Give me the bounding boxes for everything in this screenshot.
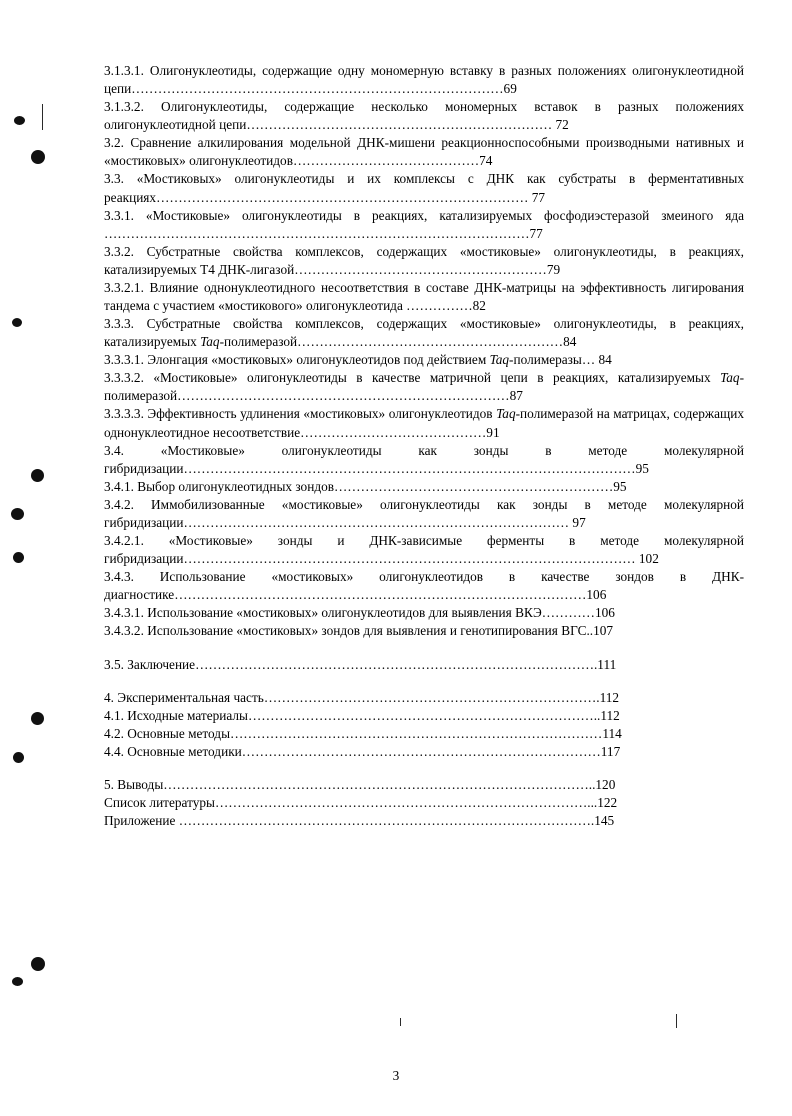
toc-entry[interactable] [104,442,744,478]
toc-entry-text: 4.1. Исходные материалы……………………………………………………………………..112 [104,707,620,723]
toc-entry-text: 3.3.3. Субстратные свойства комплексов, содержащих «мостиковые» олигонуклеотиды, в реакциях, катализируемых Taq-полимеразой……………………………………………………84 [104,316,744,350]
toc-entry[interactable] [104,478,744,496]
scan-blot [31,712,44,725]
scan-tick [400,1018,401,1026]
toc-entry-text: Список литературы…………………………………………………………………………...122 [104,794,618,810]
toc-entry[interactable] [104,369,744,405]
toc-entry[interactable] [104,243,744,279]
scan-blot [13,752,24,763]
toc-entry-text: 3.3.3.2. «Мостиковые» олигонуклеотиды в качестве матричной цепи в реакциях, катализируемых Taq-полимеразой…………………………………………………………………87 [104,370,744,404]
toc-entry[interactable] [104,743,744,761]
toc-entry[interactable] [104,794,744,812]
toc-entry[interactable] [104,170,744,206]
toc-entry[interactable] [104,98,744,134]
toc-entry[interactable] [104,725,744,743]
toc-entry[interactable] [104,604,744,622]
toc-entry-text: 4.4. Основные методики………………………………………………………………………117 [104,743,621,759]
toc-entry[interactable] [104,689,744,707]
scan-blot [31,469,44,482]
toc-entry-text: 3.2. Сравнение алкилирования модельной ДНК-мишени реакционноспособными производными нативных и «мостиковых» олигонуклеотидов……………………………………74 [104,135,744,169]
toc-entry-text: 3.3.3.1. Элонгация «мостиковых» олигонуклеотидов под действием Taq-полимеразы… 84 [104,352,612,368]
toc-entry-text: 3.4. «Мостиковые» олигонуклеотиды как зонды в методе молекулярной гибридизации…………………………………………………………………………………………95 [104,442,744,476]
toc-entry-text: 3.1.3.1. Олигонуклеотиды, содержащие одну мономерную вставку в разных положениях олигонуклеотидной цепи…………………………………………………………………………69 [104,63,744,97]
scan-blot [13,552,24,563]
scan-tick [42,104,43,130]
toc-entry[interactable] [104,279,744,315]
toc-entry[interactable] [104,134,744,170]
toc-entry-text: 3.1.3.2. Олигонуклеотиды, содержащие несколько мономерных вставок в разных положениях олигонуклеотидной цепи…………………………………………………………… 72 [104,99,744,133]
toc-entry[interactable] [104,812,744,830]
toc-entry-text: 4.2. Основные методы…………………………………………………………………………114 [104,725,622,741]
toc-entry[interactable] [104,62,744,98]
toc-entry-text: 3.4.3.2. Использование «мостиковых» зондов для выявления и генотипирования ВГС..107 [104,623,614,639]
toc-entry-text: 3.3.3.3. Эффективность удлинения «мостиковых» олигонуклеотидов Taq-полимеразой на матрицах, содержащих однонуклеотидное несоответствие……………………………………91 [104,406,744,440]
scan-blot [31,957,45,971]
table-of-contents [104,62,744,830]
toc-entry-text: 3.3.1. «Мостиковые» олигонуклеотиды в реакциях, катализируемых фосфодиэстеразой змеиного яда ……………………………………………………………………………………77 [104,207,744,241]
scan-blot [12,977,23,986]
toc-entry-text: 3.3.2.1. Влияние однонуклеотидного несоответствия в составе ДНК-матрицы на эффективность лигирования тандема с участием «мостикового» олигонуклеотида ……………82 [104,279,744,314]
toc-entry[interactable] [104,776,744,794]
scan-blot [11,508,24,520]
toc-entry[interactable] [104,622,744,640]
toc-entry[interactable] [104,656,744,674]
toc-entry[interactable] [104,207,744,243]
toc-entry-text: 3.3.2. Субстратные свойства комплексов, содержащих «мостиковые» олигонуклеотиды, в реакциях, катализируемых Т4 ДНК-лигазой…………………………………………………79 [104,243,744,277]
toc-entry-text: 3.3. «Мостиковых» олигонуклеотиды и их комплексы с ДНК как субстраты в ферментативных реакциях………………………………………………………………………… 77 [104,171,744,205]
toc-entry[interactable] [104,707,744,725]
toc-entry-text: 3.5. Заключение……………………………………………………………………………….111 [104,656,617,672]
toc-entry-text: 3.4.1. Выбор олигонуклеотидных зондов………………………………………………………95 [104,478,627,494]
scan-blot [14,116,25,125]
scan-blot [31,150,45,164]
toc-entry-text: Приложение ………………………………………………………………………………….145 [104,813,615,829]
scan-tick [676,1014,677,1028]
toc-entry-text: 5. Выводы……………………………………………………………………………………..120 [104,776,616,792]
toc-entry-text: 3.4.2. Иммобилизованные «мостиковые» олигонуклеотиды как зонды в методе молекулярной гибридизации…………………………………………………………………………… 97 [104,496,744,530]
scan-blot [12,318,22,327]
toc-entry[interactable] [104,568,744,604]
toc-entry-text: 3.4.3.1. Использование «мостиковых» олигонуклеотидов для выявления ВКЭ…………106 [104,605,615,621]
toc-entry-text: 3.4.2.1. «Мостиковые» зонды и ДНК-зависимые ферменты в методе молекулярной гибридизации………………………………………………………………………………………… 102 [104,533,744,567]
toc-entry-text: 3.4.3. Использование «мостиковых» олигонуклеотидов в качестве зондов в ДНК-диагностике…………………………………………………………………………………106 [104,569,744,603]
toc-entry[interactable] [104,315,744,351]
toc-entry[interactable] [104,405,744,441]
toc-entry-text: 4. Экспериментальная часть………………………………………………………………….112 [104,689,620,705]
page-number: 3 [392,1068,400,1083]
toc-entry[interactable] [104,351,744,369]
toc-entry[interactable] [104,532,744,568]
toc-entry[interactable] [104,496,744,532]
